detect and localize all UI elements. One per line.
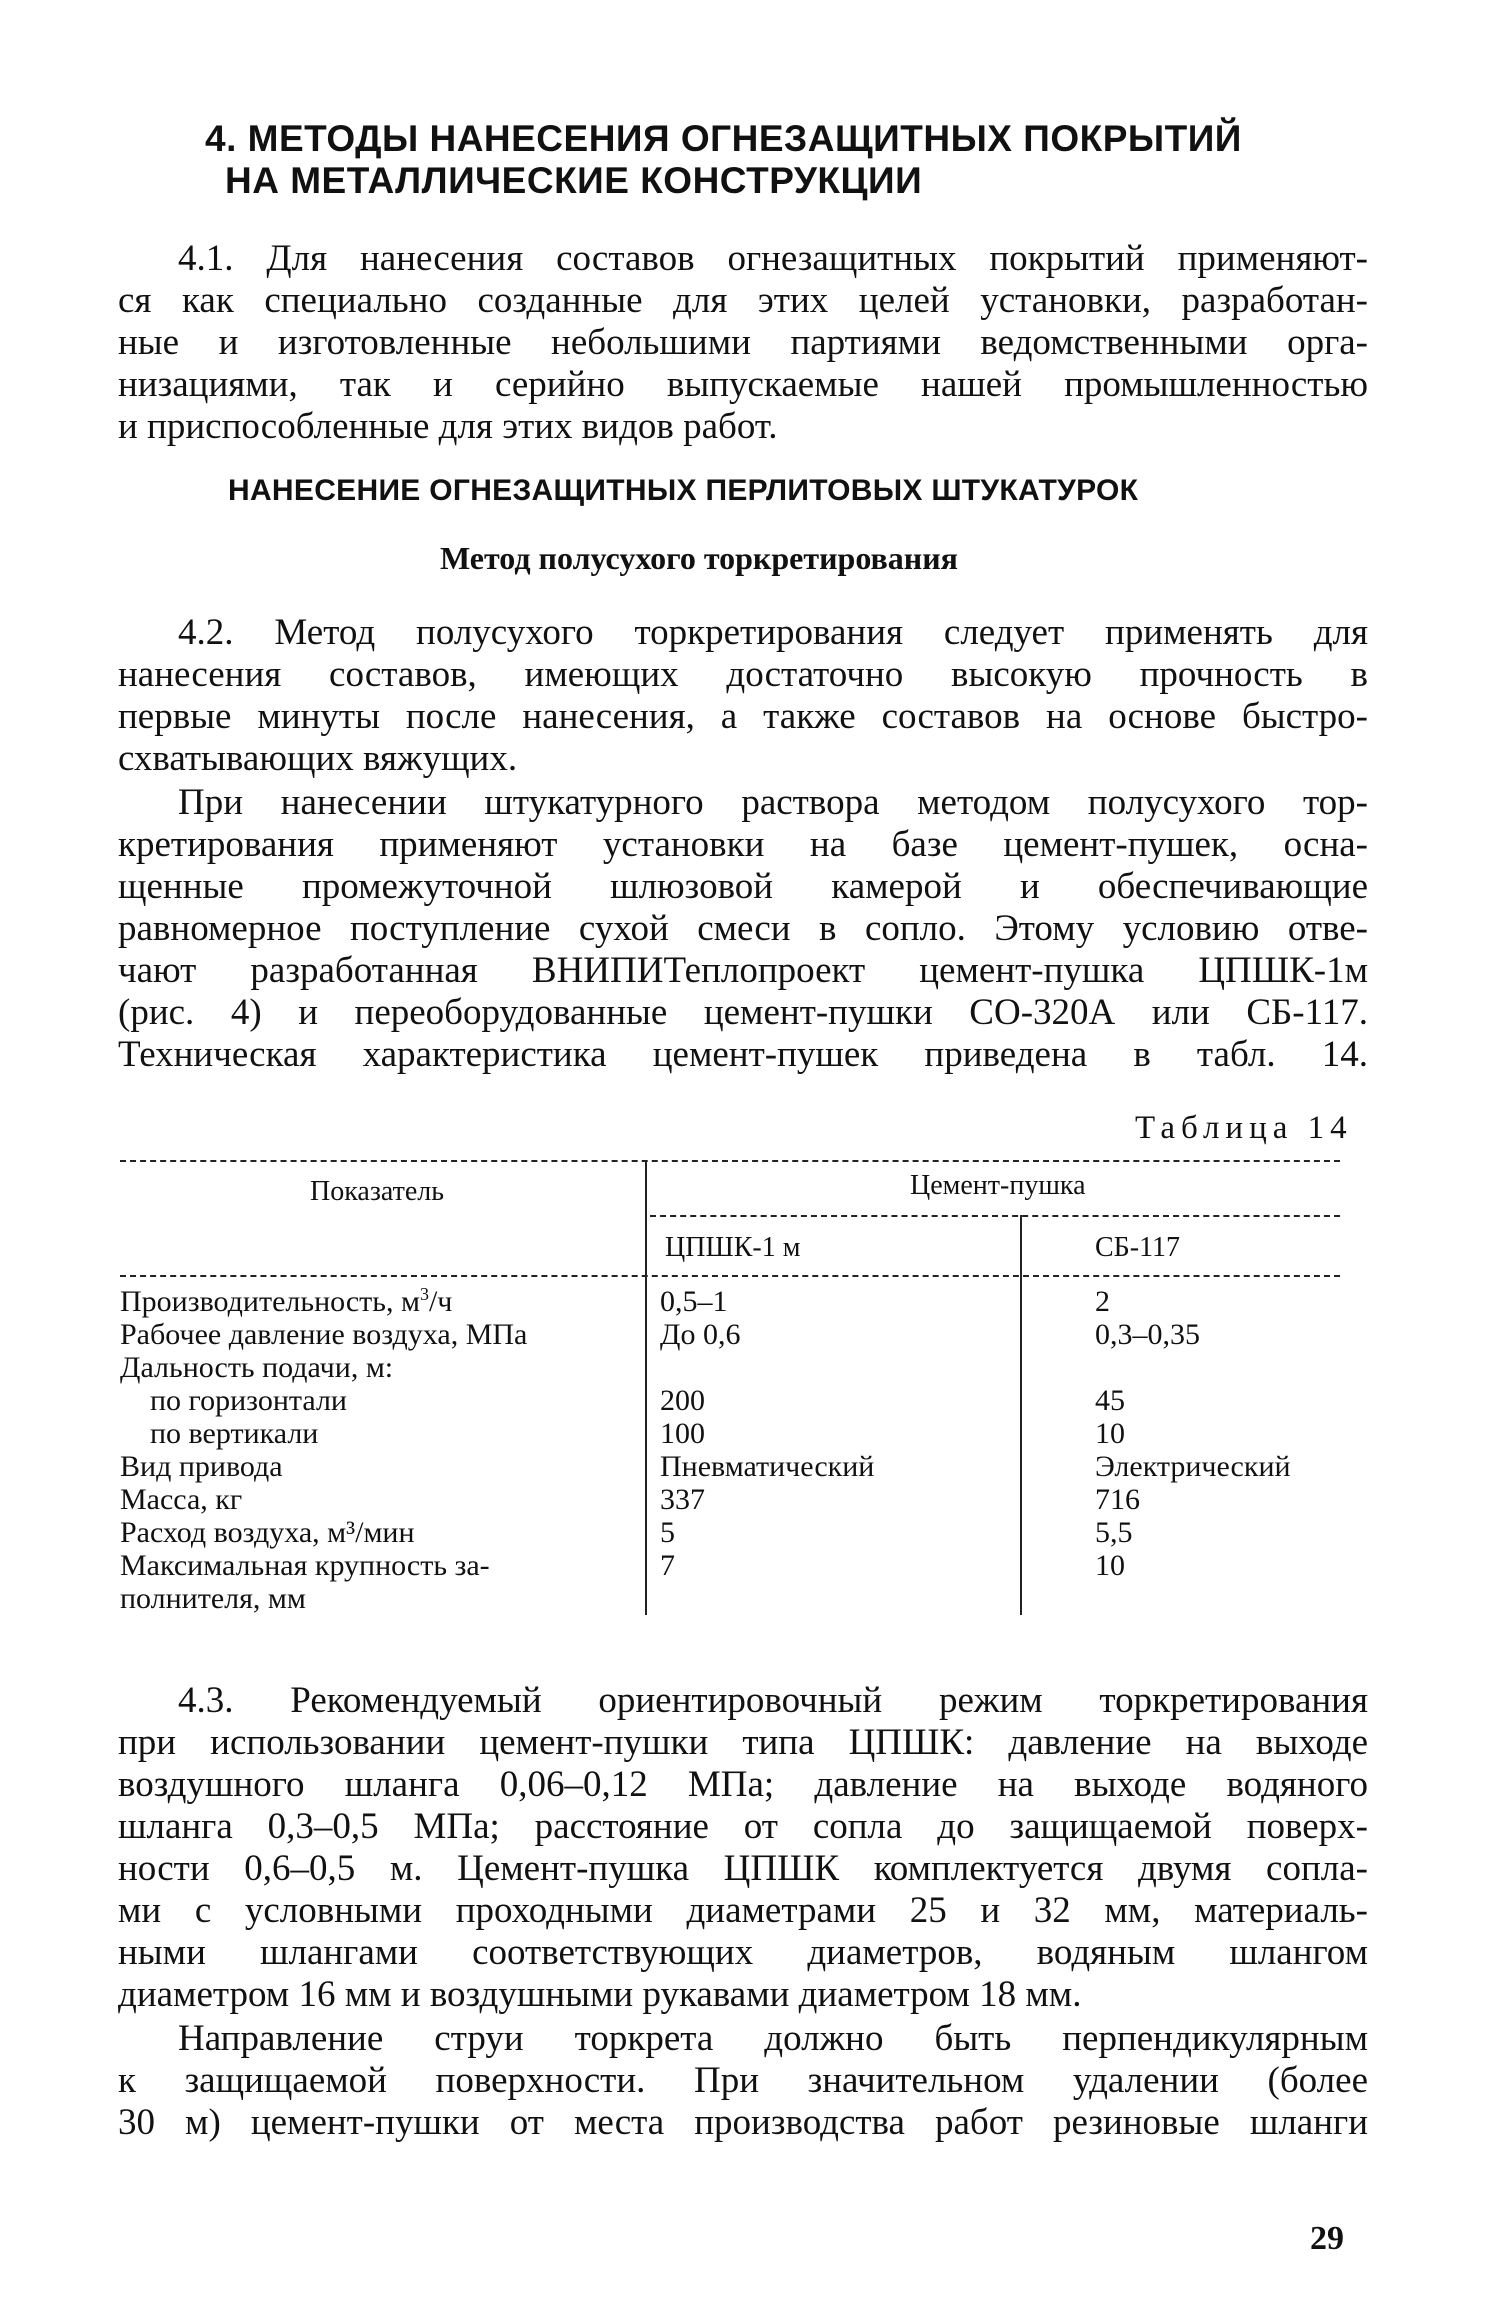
text-line: воздушного шланга 0,06–0,12 МПа; давление на выходе водяного <box>118 1764 1368 1805</box>
text-line: ми с условными проходными диаметрами 25 и 32 мм, материаль- <box>118 1890 1368 1931</box>
text-line: Направление струи торкрета должно быть перпендикулярным <box>178 2018 1368 2059</box>
row-param: полнителя, мм <box>120 1582 306 1615</box>
paragraph-4-1 <box>118 238 1368 448</box>
table-rule-group <box>650 1215 1340 1217</box>
row-value-a: 5 <box>660 1516 675 1549</box>
text-line: к защищаемой поверхности. При значительном удалении (более <box>118 2060 1368 2101</box>
page-number: 29 <box>1310 2220 1344 2257</box>
row-param: Масса, кг <box>120 1483 243 1516</box>
text-line: кретирования применяют установки на базе цемент-пушек, осна- <box>118 824 1368 865</box>
row-value-b: 0,3–0,35 <box>1095 1318 1200 1351</box>
row-value-a: 7 <box>660 1549 675 1582</box>
row-param: Вид привода <box>120 1450 283 1483</box>
row-param: Рабочее давление воздуха, МПа <box>120 1318 528 1351</box>
row-value-b: 2 <box>1095 1285 1110 1318</box>
row-param: по горизонтали <box>150 1384 347 1417</box>
text-line: низациями, так и серийно выпускаемые нашей промышленностью <box>118 364 1368 405</box>
row-value-b: 45 <box>1095 1384 1125 1417</box>
header-parameter: Показатель <box>310 1176 444 1207</box>
row-param: Производительность, $м^3/ч$ <box>120 1284 453 1318</box>
row-value-b: 10 <box>1095 1417 1125 1450</box>
paragraph-direction <box>118 2018 1368 2144</box>
text-line: ные и изготовленные небольшими партиями ведомственными орга- <box>118 322 1368 363</box>
section-title <box>205 118 1305 202</box>
table-rule-header <box>120 1275 1340 1277</box>
paragraph-cement-guns <box>118 782 1368 1076</box>
text-line: при использовании цемент-пушки типа ЦПШК: давление на выходе <box>118 1722 1368 1763</box>
text-line: 4.1. Для нанесения составов огнезащитных покрытий применяют- <box>178 238 1368 279</box>
text-line: Техническая характеристика цемент-пушек приведена в табл. 14. <box>118 1034 1368 1075</box>
row-value-b: Электрический <box>1095 1450 1291 1483</box>
row-param: Максимальная крупность за- <box>120 1549 490 1582</box>
text-line: ности 0,6–0,5 м. Цемент-пушка ЦПШК комплектуется двумя сопла- <box>118 1848 1368 1889</box>
row-value-b: 716 <box>1095 1483 1140 1516</box>
header-col-sb117: СБ-117 <box>1095 1232 1181 1263</box>
table-col-divider-2 <box>1020 1215 1022 1615</box>
text-line: ными шлангами соответствующих диаметров, водяным шлангом <box>118 1932 1368 1973</box>
row-value-b: 5,5 <box>1095 1516 1133 1549</box>
text-line: 4.2. Метод полусухого торкретирования следует применять для <box>178 612 1368 653</box>
row-value-a: 337 <box>660 1483 705 1516</box>
paragraph-4-2 <box>118 612 1368 780</box>
text-line: схватывающих вяжущих. <box>118 738 518 779</box>
header-col-cpshk: ЦПШК-1 м <box>665 1232 801 1263</box>
section-title-line2: НА МЕТАЛЛИЧЕСКИЕ КОНСТРУКЦИИ <box>225 160 923 201</box>
text-line: щенные промежуточной шлюзовой камерой и обеспечивающие <box>118 866 1368 907</box>
row-value-a: Пневматический <box>660 1450 875 1483</box>
text-line: и приспособленные для этих видов работ. <box>118 406 778 447</box>
method-heading: Метод полусухого торкретирования <box>440 540 958 576</box>
row-param: по вертикали <box>150 1417 319 1450</box>
text-line: нанесения составов, имеющих достаточно высокую прочность в <box>118 654 1368 695</box>
row-param: Дальность подачи, м: <box>120 1351 394 1384</box>
text-line: 4.3. Рекомендуемый ориентировочный режим торкретирования <box>178 1680 1368 1721</box>
text-line: равномерное поступление сухой смеси в сопло. Этому условию отве- <box>118 908 1368 949</box>
text-line: 30 м) цемент-пушки от места производства работ резиновые шланги <box>118 2102 1368 2143</box>
subheading: НАНЕСЕНИЕ ОГНЕЗАЩИТНЫХ ПЕРЛИТОВЫХ ШТУКАТУРОК <box>228 474 1139 507</box>
text-line: (рис. 4) и переоборудованные цемент-пушки СО-320А или СБ-117. <box>118 992 1368 1033</box>
table-label: Таблица 14 <box>1135 1110 1353 1146</box>
header-cement-gun: Цемент-пушка <box>910 1170 1086 1201</box>
paragraph-4-3 <box>118 1680 1368 2016</box>
text-line: При нанесении штукатурного раствора методом полусухого тор- <box>178 782 1368 823</box>
row-value-a: 100 <box>660 1417 705 1450</box>
row-param: Расход воздуха, м³/мин <box>120 1516 415 1549</box>
section-title-line1: 4. МЕТОДЫ НАНЕСЕНИЯ ОГНЕЗАЩИТНЫХ ПОКРЫТИЙ <box>205 118 1242 159</box>
spec-table <box>120 1155 1360 1635</box>
row-value-b: 10 <box>1095 1549 1125 1582</box>
text-line: чают разработанная ВНИПИТеплопроект цемент-пушка ЦПШК-1м <box>118 950 1368 991</box>
row-value-a: До 0,6 <box>660 1318 741 1351</box>
row-value-a: 200 <box>660 1384 705 1417</box>
text-line: шланга 0,3–0,5 МПа; расстояние от сопла до защищаемой поверх- <box>118 1806 1368 1847</box>
table-rule-top <box>120 1160 1340 1162</box>
text-line: первые минуты после нанесения, а также составов на основе быстро- <box>118 696 1368 737</box>
row-value-a: 0,5–1 <box>660 1285 728 1318</box>
table-col-divider-1 <box>645 1160 647 1615</box>
text-line: ся как специально созданные для этих целей установки, разработан- <box>118 280 1368 321</box>
text-line: диаметром 16 мм и воздушными рукавами диаметром 18 мм. <box>118 1974 1082 2015</box>
